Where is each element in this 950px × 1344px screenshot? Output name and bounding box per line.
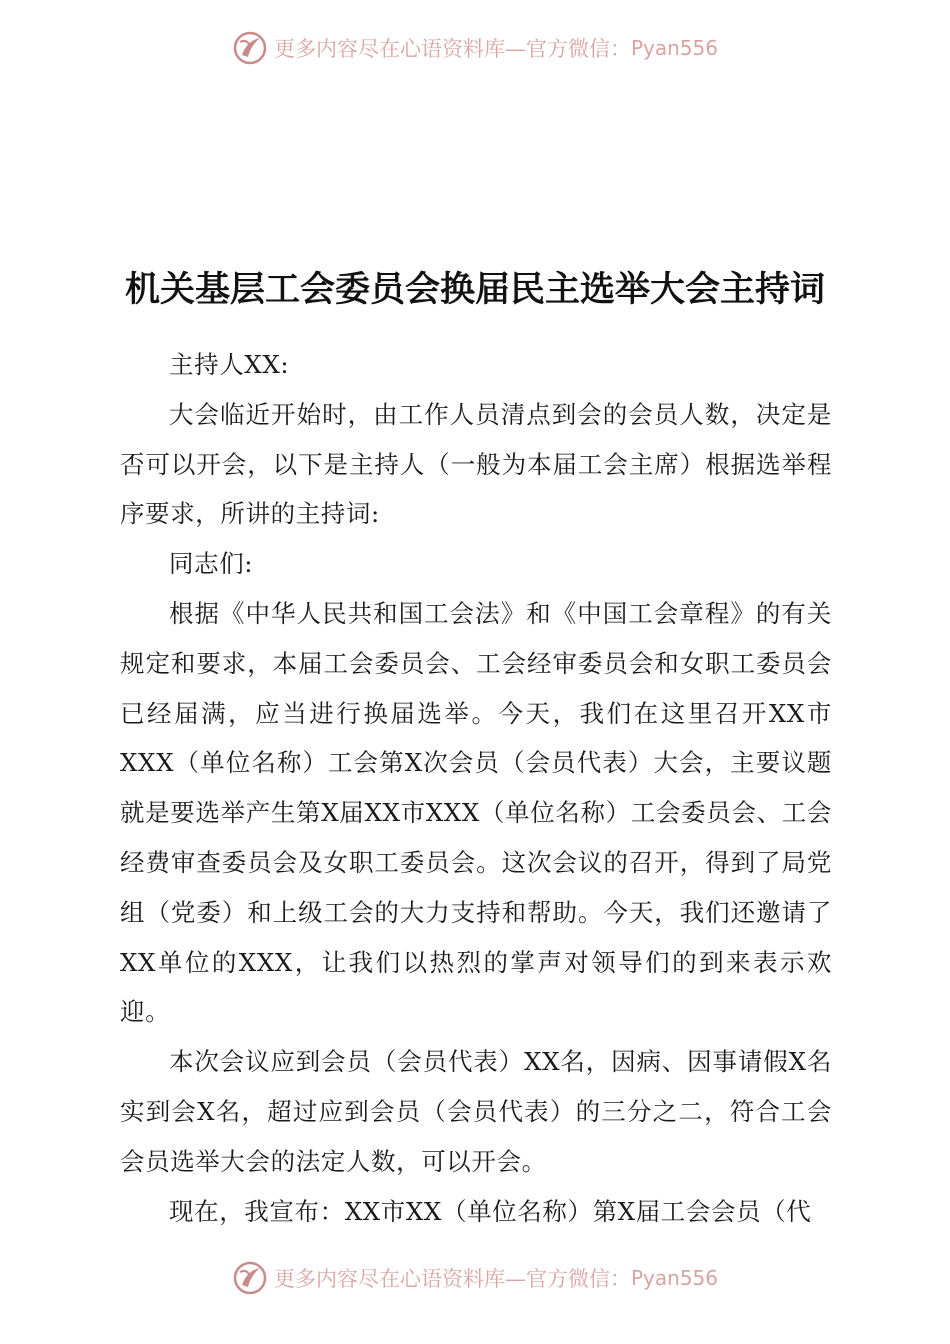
header-watermark: [0, 28, 950, 68]
paragraph-intro: 大会临近开始时，由工作人员清点到会的会员人数，决定是否可以开会，以下是主持人（一般为本届工会主席）根据选举程序要求，所讲的主持词:: [120, 399, 832, 529]
footer-watermark: [0, 1258, 950, 1298]
brand-logo-icon: [232, 30, 268, 66]
paragraph-purpose: 根据《中华人民共和国工会法》和《中国工会章程》的有关规定和要求，本届工会委员会、工会经审委员会和女职工委员会已经届满，应当进行换届选举。今天，我们在这里召开XX市XXX（单位名称）工会第X次会员（会员代表）大会，主要议题就是要选举产生第X届XX市XXX（单位名称）工会委员会、工会经费审查委员会及女职工委员会。这次会议的召开，得到了局党组（党委）和上级工会的大力支持和帮助。今天，我们还邀请了XX单位的XXX，让我们以热烈的掌声对领导们的到来表示欢迎。: [120, 598, 832, 1027]
document-title: 机关基层工会委员会换届民主选举大会主持词: [124, 269, 825, 310]
paragraph-host: 主持人XX:: [169, 350, 290, 379]
watermark-wechat-id: Pyan556: [630, 1266, 718, 1290]
brand-logo-icon: [232, 1260, 268, 1296]
watermark-text: 更多内容尽在心语资料库—官方微信：: [273, 37, 631, 61]
paragraph-greeting: 同志们:: [169, 549, 254, 579]
paragraph-announcement: 现在，我宣布：XX市XX（单位名称）第X届工会会员（代: [169, 1196, 812, 1226]
document-body: [120, 340, 832, 1236]
paragraph-attendance: 本次会议应到会员（会员代表）XX名，因病、因事请假X名实到会X名，超过应到会员（会员代表）的三分之二，符合工会会员选举大会的法定人数，可以开会。: [120, 1047, 832, 1176]
watermark-wechat-id: Pyan556: [630, 36, 718, 60]
watermark-text: 更多内容尽在心语资料库—官方微信：: [273, 1267, 631, 1291]
